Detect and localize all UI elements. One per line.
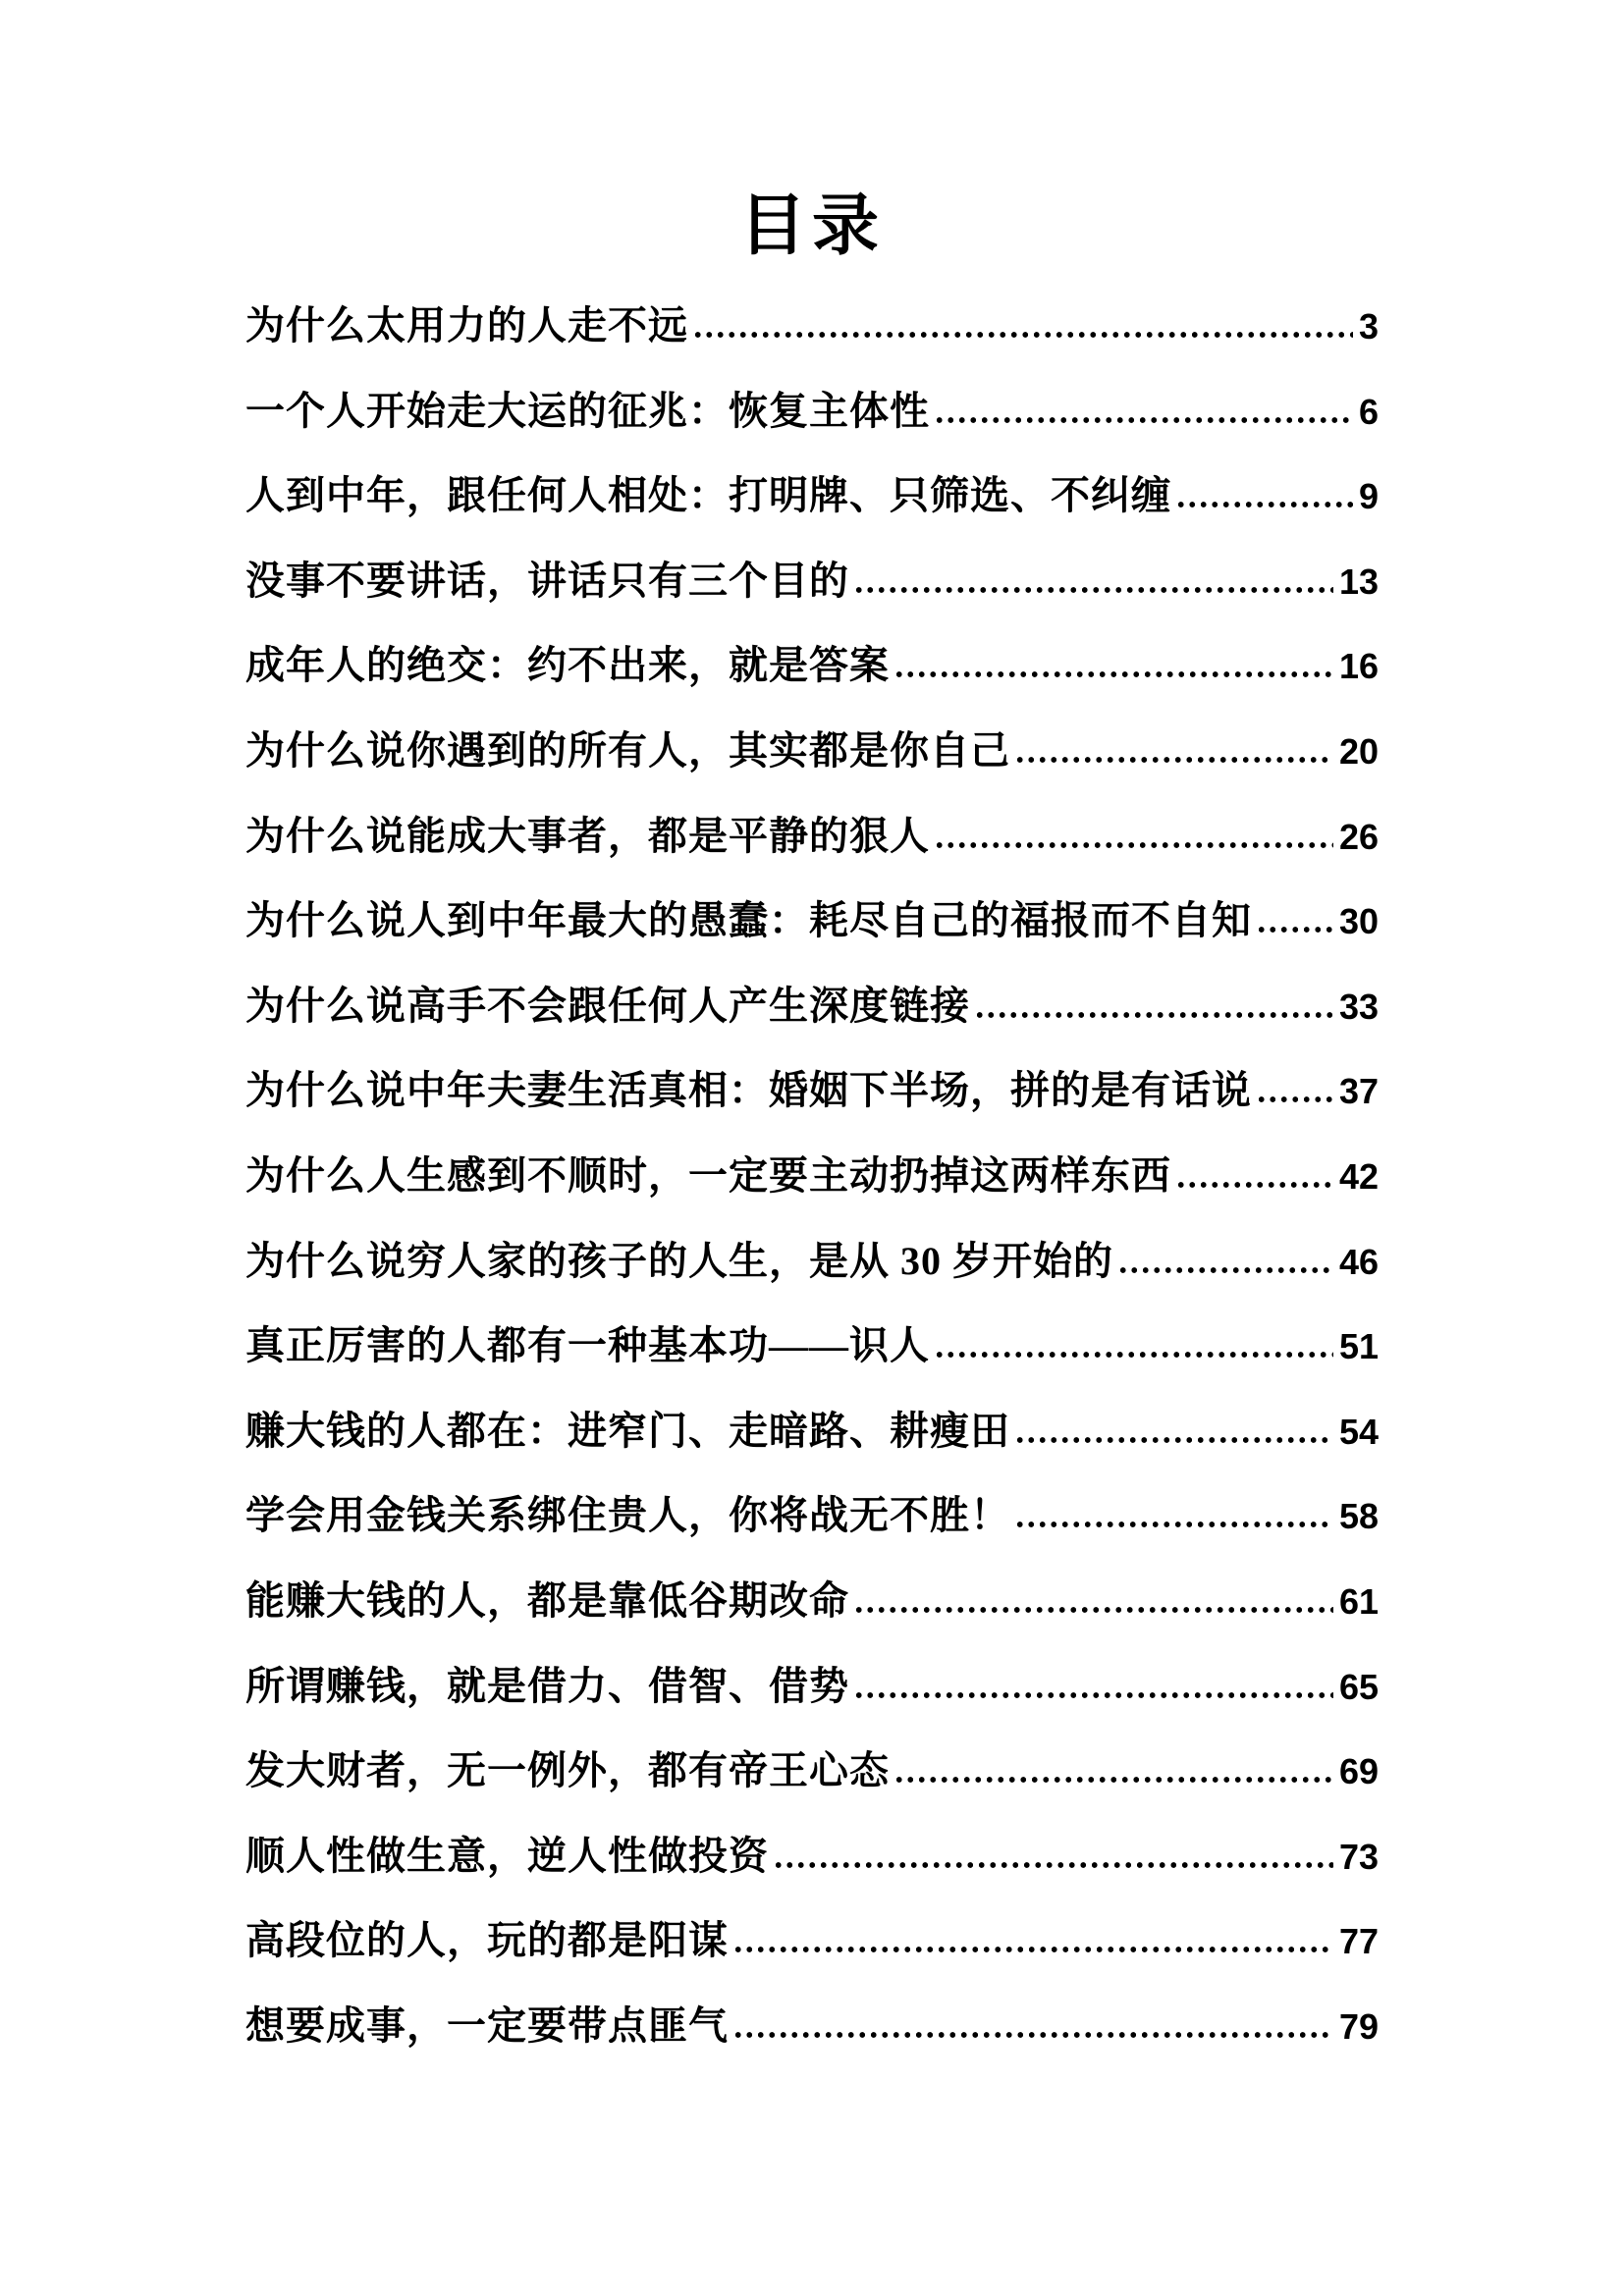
- toc-leader-dots: [1117, 1266, 1333, 1274]
- toc-entry-title: 一个人开始走大运的征兆：恢复主体性: [245, 388, 930, 433]
- toc-entry-title: 想要成事，一定要带点匪气: [245, 2002, 729, 2048]
- toc-entry-page: 77: [1338, 1921, 1379, 1962]
- toc-entry-title: 为什么说能成大事者，都是平静的狠人: [245, 813, 930, 858]
- toc-entry[interactable]: [245, 367, 1379, 453]
- toc-leader-dots: [1175, 1181, 1333, 1189]
- toc-leader-dots: [732, 2031, 1333, 2039]
- toc-entry[interactable]: [245, 877, 1379, 962]
- toc-entry-page: 33: [1338, 986, 1379, 1027]
- toc-leader-dots: [893, 1776, 1333, 1784]
- toc-entry[interactable]: [245, 1812, 1379, 1897]
- toc-entry-title: 能赚大钱的人，都是靠低谷期改命: [245, 1577, 849, 1623]
- toc-entry-page: 58: [1338, 1496, 1379, 1537]
- toc-list: [245, 282, 1379, 2066]
- toc-entry[interactable]: [245, 1132, 1379, 1217]
- toc-entry-title: 人到中年，跟任何人相处：打明牌、只筛选、不纠缠: [245, 473, 1171, 518]
- toc-entry[interactable]: [245, 1471, 1379, 1557]
- toc-entry-page: 37: [1338, 1071, 1379, 1112]
- toc-entry-title: 为什么人生感到不顺时，一定要主动扔掉这两样东西: [245, 1152, 1171, 1198]
- toc-entry-page: 65: [1338, 1666, 1379, 1707]
- toc-entry-page: 16: [1338, 646, 1379, 687]
- toc-leader-dots: [1256, 926, 1333, 934]
- toc-entry[interactable]: [245, 962, 1379, 1047]
- toc-entry[interactable]: [245, 792, 1379, 878]
- toc-entry-title: 成年人的绝交：约不出来，就是答案: [245, 643, 890, 688]
- toc-entry[interactable]: [245, 1217, 1379, 1303]
- toc-entry-page: 46: [1338, 1241, 1379, 1282]
- toc-leader-dots: [692, 331, 1353, 339]
- page-title: 目录: [738, 188, 885, 263]
- toc-entry-page: 69: [1338, 1751, 1379, 1792]
- toc-entry-page: 6: [1358, 391, 1379, 432]
- toc-entry[interactable]: [245, 1302, 1379, 1387]
- toc-entry-title: 为什么说中年夫妻生活真相：婚姻下半场，拼的是有话说: [245, 1068, 1252, 1113]
- toc-entry-title: 赚大钱的人都在：进窄门、走暗路、耕瘦田: [245, 1408, 1010, 1453]
- toc-leader-dots: [853, 1691, 1333, 1699]
- toc-entry-page: 26: [1338, 816, 1379, 857]
- toc-entry-title: 为什么说穷人家的孩子的人生，是从 30 岁开始的: [245, 1238, 1113, 1283]
- toc-leader-dots: [934, 1351, 1333, 1359]
- toc-entry-title: 为什么说你遇到的所有人，其实都是你自己: [245, 727, 1010, 773]
- toc-entry-title: 为什么太用力的人走不远: [245, 303, 688, 347]
- toc-entry-page: 79: [1338, 2005, 1379, 2047]
- toc-leader-dots: [853, 1606, 1333, 1614]
- toc-entry-page: 51: [1338, 1326, 1379, 1367]
- toc-entry-page: 30: [1338, 901, 1379, 942]
- toc-leader-dots: [1014, 1436, 1333, 1444]
- toc-entry[interactable]: [245, 1896, 1379, 1982]
- toc-entry-title: 发大财者，无一例外，都有帝王心态: [245, 1748, 890, 1793]
- toc-leader-dots: [853, 586, 1333, 594]
- toc-entry[interactable]: [245, 537, 1379, 622]
- toc-entry-title: 顺人性做生意，逆人性做投资: [245, 1833, 769, 1878]
- toc-leader-dots: [1014, 756, 1333, 764]
- toc-entry-title: 高段位的人，玩的都是阳谋: [245, 1918, 729, 1963]
- toc-leader-dots: [1175, 501, 1353, 508]
- toc-entry[interactable]: [245, 1557, 1379, 1642]
- toc-leader-dots: [773, 1861, 1333, 1869]
- toc-leader-dots: [1014, 1521, 1333, 1528]
- toc-entry-page: 73: [1338, 1836, 1379, 1877]
- toc-entry[interactable]: [245, 1727, 1379, 1812]
- toc-entry-title: 学会用金钱关系绑住贵人，你将战无不胜！: [245, 1493, 1010, 1538]
- toc-entry-page: 9: [1358, 476, 1379, 517]
- toc-entry-page: 13: [1338, 561, 1379, 602]
- toc-entry-page: 42: [1338, 1155, 1379, 1197]
- page-content: [245, 0, 1379, 2066]
- toc-entry-title: 为什么说高手不会跟任何人产生深度链接: [245, 983, 970, 1028]
- toc-entry[interactable]: [245, 1046, 1379, 1132]
- toc-entry-page: 54: [1338, 1411, 1379, 1452]
- toc-leader-dots: [934, 416, 1353, 424]
- toc-entry-title: 真正厉害的人都有一种基本功——识人: [245, 1323, 930, 1368]
- toc-entry[interactable]: [245, 452, 1379, 537]
- toc-entry[interactable]: [245, 1642, 1379, 1728]
- toc-entry-title: 为什么说人到中年最大的愚蠢：耗尽自己的福报而不自知: [245, 898, 1252, 943]
- toc-leader-dots: [974, 1011, 1333, 1019]
- toc-entry-title: 没事不要讲话，讲话只有三个目的: [245, 558, 849, 603]
- toc-entry[interactable]: [245, 282, 1379, 367]
- toc-entry[interactable]: [245, 1982, 1379, 2067]
- toc-leader-dots: [934, 841, 1333, 849]
- toc-entry[interactable]: [245, 1387, 1379, 1472]
- toc-leader-dots: [1256, 1095, 1333, 1103]
- toc-leader-dots: [893, 670, 1333, 678]
- toc-entry-title: 所谓赚钱，就是借力、借智、借势: [245, 1663, 849, 1708]
- toc-entry-page: 61: [1338, 1580, 1379, 1622]
- toc-entry[interactable]: [245, 707, 1379, 792]
- toc-leader-dots: [732, 1946, 1333, 1953]
- toc-entry-page: 20: [1338, 730, 1379, 772]
- toc-entry[interactable]: [245, 621, 1379, 707]
- toc-entry-page: 3: [1358, 306, 1379, 347]
